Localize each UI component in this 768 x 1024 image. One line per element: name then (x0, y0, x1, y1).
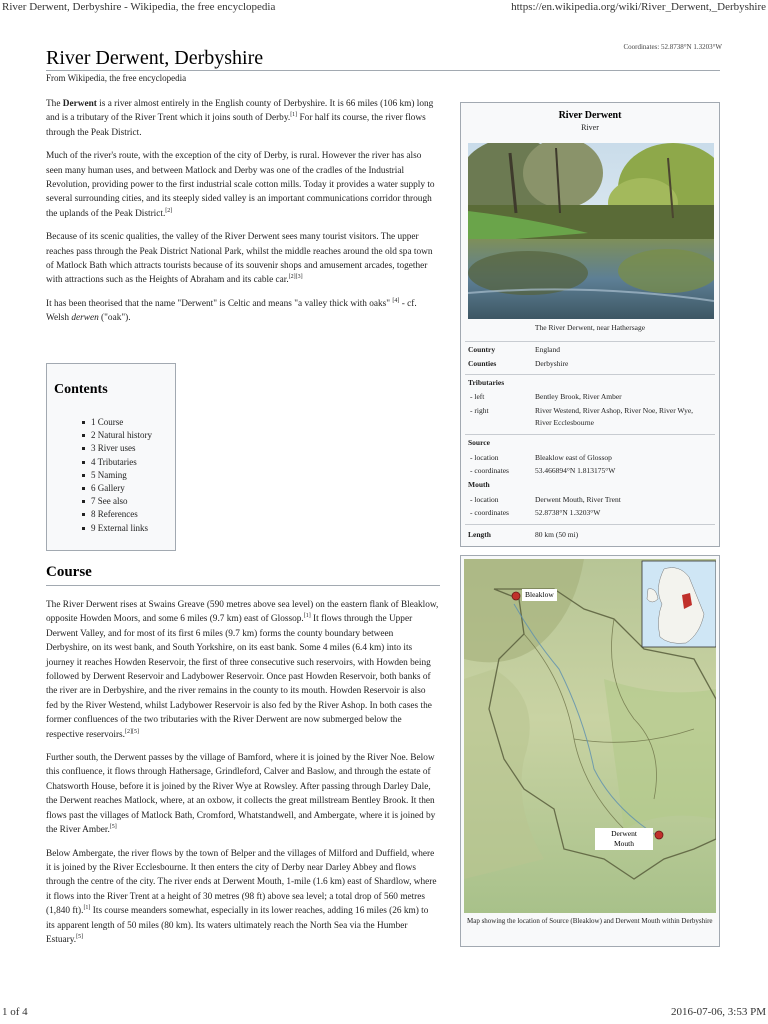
title-divider (46, 70, 720, 71)
photo-caption: The River Derwent, near Hathersage (534, 323, 646, 332)
source-heading: Source (468, 438, 490, 447)
course-paragraph-3 (46, 847, 439, 948)
course-section (46, 598, 439, 956)
course-p1-text-a: The River Derwent rises at Swains Greave (590 metres above sea level) on the eastern flank of Bleaklow, opposite Howden Moors, and some 6 miles (9.7 km) east of Glossop. (46, 600, 439, 625)
mouth-coordinates-value[interactable]: 52.8738°N 1.3203°W (535, 508, 601, 517)
intro-paragraph-2 (46, 149, 439, 221)
infobox-divider (465, 374, 715, 375)
map-label-mouth-line-2: Mouth (613, 839, 634, 848)
toc-item[interactable]: 2 Natural history (85, 429, 152, 442)
mouth-location-label: - location (470, 495, 499, 504)
citation-link[interactable]: [2][5] (125, 728, 139, 735)
print-footer-timestamp: 2016-07-06, 3:53 PM (670, 1006, 766, 1018)
map-caption: Map showing the location of Source (Bleaklow) and Derwent Mouth within Derbyshire (467, 917, 713, 925)
intro-paragraph-3 (46, 230, 439, 288)
toc-item[interactable]: 4 Tributaries (85, 456, 152, 469)
course-paragraph-1 (46, 598, 439, 742)
intro-p4-text-a: It has been theorised that the name "Derwent" is Celtic and means "a valley thick with oaks" (46, 298, 393, 309)
intro-paragraph-1 (46, 97, 439, 140)
infobox-row-length (468, 529, 714, 541)
citation-link[interactable]: [1] (290, 112, 298, 119)
right-tributaries-label: - right (470, 406, 489, 415)
mouth-heading: Mouth (468, 480, 490, 489)
country-label: Country (468, 345, 496, 354)
toc-item[interactable]: 8 References (85, 508, 152, 521)
toc-item[interactable]: 7 See also (85, 495, 152, 508)
toc-item[interactable]: 1 Course (85, 416, 152, 429)
counties-label: Counties (468, 359, 497, 368)
infobox-row-right-tributaries (468, 405, 714, 431)
infobox-row-source-location (468, 452, 714, 464)
length-label: Length (468, 530, 491, 539)
course-paragraph-2 (46, 751, 439, 837)
intro-p4-text-c: ("oak"). (98, 313, 131, 324)
intro-p1-text-c: For half its course, the river flows through the Peak District. (46, 113, 426, 138)
print-header-title: River Derwent, Derbyshire - Wikipedia, the free encyclopedia (2, 1, 276, 13)
citation-link[interactable]: [5] (109, 824, 117, 830)
source-coordinates-value[interactable]: 53.466894°N 1.813175°W (535, 466, 616, 475)
table-of-contents (46, 363, 176, 551)
derbyshire-relief-map (464, 559, 716, 913)
map-label-mouth-line-1: Derwent (611, 829, 637, 838)
intro-p3-text: Because of its scenic qualities, the valley of the River Derwent sees many tourist visitors. The upper reaches pass through the Peak District National Park, whilst the middle reaches around the old spa town of Matlock Bath which attracts tourists because of its souvenir shops and amusement arcades, together with attractions such as the Heights of Abraham and its cable car. (46, 232, 433, 286)
intro-p1-bold-name: Derwent (62, 99, 97, 109)
infobox-row-country (468, 344, 714, 356)
course-p1-text-b: It flows through the Upper Derwent Valley, and for most of its first 6 miles (9.7 km) forms the county boundary between Derbyshire, on its west bank, and South Yorkshire, on its east bank. Some 4 miles (6.4 km) into its journey it reaches Howden Reservoir, the first of three consecutive such reservoirs, with Howden being followed by Derwent Reservoir and Ladybower Reservoir. Once past Howden Reservoir, both banks of the river are in Derbyshire, and the river remains in the county to its mouth. Howden Reservoir is also fed by the River Westend, whilst Ladybower Reservoir is also fed by the River Ashop. In both cases the former confluences of the two tributaries with the River Derwent are now submerged below the respective reservoirs. (46, 614, 432, 740)
tributaries-heading: Tributaries (468, 378, 505, 387)
source-coordinates-label: - coordinates (470, 466, 509, 475)
toc-item[interactable]: 3 River uses (85, 442, 152, 455)
source-location-value[interactable]: Bleaklow east of Glossop (535, 453, 612, 462)
intro-p4-italic-word: derwen (71, 313, 99, 324)
citation-link[interactable]: [2][3] (288, 274, 303, 281)
country-value[interactable]: England (535, 345, 560, 354)
citation-link[interactable]: [4] (392, 297, 400, 304)
source-location-label: - location (470, 453, 499, 462)
intro-section (46, 97, 439, 335)
toc-item[interactable]: 5 Naming (85, 469, 152, 482)
location-map-box (460, 555, 720, 947)
infobox-row-source-coordinates (468, 465, 714, 477)
print-footer-page: 1 of 4 (2, 1006, 28, 1018)
toc-list (85, 416, 152, 535)
infobox-row-mouth-location (468, 494, 714, 506)
intro-p2-text: Much of the river's route, with the exception of the city of Derby, is rural. However the river has also seen many human uses, and between Matlock and Derby was one of the cradles of the Industrial Revolution, providing power to the first industrial scale cotton mills. Today it provides a water supply to several surrounding cities, and its steeply sided valley is an important communications corridor through the uplands of the Peak District. (46, 151, 435, 219)
intro-p4-text-b: - cf. Welsh (46, 298, 417, 324)
page-title: River Derwent, Derbyshire (46, 47, 264, 69)
toc-item[interactable]: 6 Gallery (85, 482, 152, 495)
infobox-row-counties (468, 358, 714, 370)
infobox-subtitle: River (581, 123, 599, 132)
page-tagline: From Wikipedia, the free encyclopedia (46, 73, 187, 83)
infobox-row-left-tributaries (468, 391, 714, 403)
citation-link[interactable]: [2] (165, 207, 173, 214)
map-label-source: Bleaklow (522, 589, 557, 601)
course-p3-text-b: Its course meanders somewhat, especially in its lower reaches, adding 16 miles (26 km) to its apparent length of 50 miles (80 km). Its waters ultimately reach the North Sea via the Humber Estuary. (46, 906, 429, 945)
intro-p1-text-b: is a river almost entirely in the English county of Derbyshire. It is 66 miles (106 km) long and is a tributary of the River Trent which it joins south of Derby. (46, 99, 434, 124)
map-label-mouth (595, 828, 653, 850)
title-coordinates[interactable]: Coordinates: 52.8738°N 1.3203°W (623, 43, 722, 51)
citation-link[interactable]: [1] (303, 613, 311, 620)
citation-link[interactable]: [5] (76, 933, 84, 940)
toc-title: Contents (54, 382, 108, 397)
length-value: 80 km (50 mi) (535, 530, 579, 539)
section-heading-course: Course (46, 564, 440, 586)
intro-p1-text-a: The (46, 99, 63, 109)
counties-value[interactable]: Derbyshire (535, 359, 569, 368)
river-photo[interactable] (468, 143, 714, 319)
mouth-location-value[interactable]: Derwent Mouth, River Trent (535, 495, 621, 504)
infobox-divider (465, 434, 715, 435)
location-map[interactable] (464, 559, 716, 913)
toc-item[interactable]: 9 External links (85, 522, 152, 535)
infobox-divider (465, 524, 715, 525)
left-tributaries-label: - left (470, 392, 485, 401)
infobox-title: River Derwent (558, 110, 622, 121)
intro-paragraph-4 (46, 297, 439, 326)
right-tributaries-value[interactable]: River Westend, River Ashop, River Noe, River Wye, River Ecclesbourne (535, 406, 694, 427)
infobox-divider (465, 341, 715, 342)
infobox-row-mouth-coordinates (468, 507, 714, 519)
citation-link[interactable]: [1] (83, 905, 91, 912)
infobox (460, 102, 720, 547)
river-photo-image (468, 143, 714, 319)
course-p2-text: Further south, the Derwent passes by the village of Bamford, where it is joined by the River Noe. Below this confluence, it flows through Hathersage, Grindleford, Calver and Baslow, and through the estate of Chatsworth House, before it is joined by the River Wye at Rowsley. After passing through Darley Dale, the Derwent reaches Matlock, where, at an oxbow, it collects the great millstream Bentley Brook. It then flows past the villages of Matlock Bath, Cromford, Whatstandwell, and Ambergate, where it is joined by the River Amber. (46, 753, 436, 836)
mouth-coordinates-label: - coordinates (470, 508, 509, 517)
left-tributaries-value[interactable]: Bentley Brook, River Amber (535, 392, 622, 401)
print-header-url[interactable]: https://en.wikipedia.org/wiki/River_Derwent,_Derbyshire (511, 1, 766, 13)
course-p3-text-a: Below Ambergate, the river flows by the town of Belper and the villages of Milford and Duffield, where it is joined by the River Ecclesbourne. It then enters the city of Derby near Darley Abbey and flows through the centre of the city. The river ends at Derwent Mouth, 1-mile (1.6 km) east of Shardlow, where it flows into the River Trent at a height of 30 metres (98 ft) above sea level; a total drop of 560 metres (1,840 ft). (46, 848, 437, 917)
